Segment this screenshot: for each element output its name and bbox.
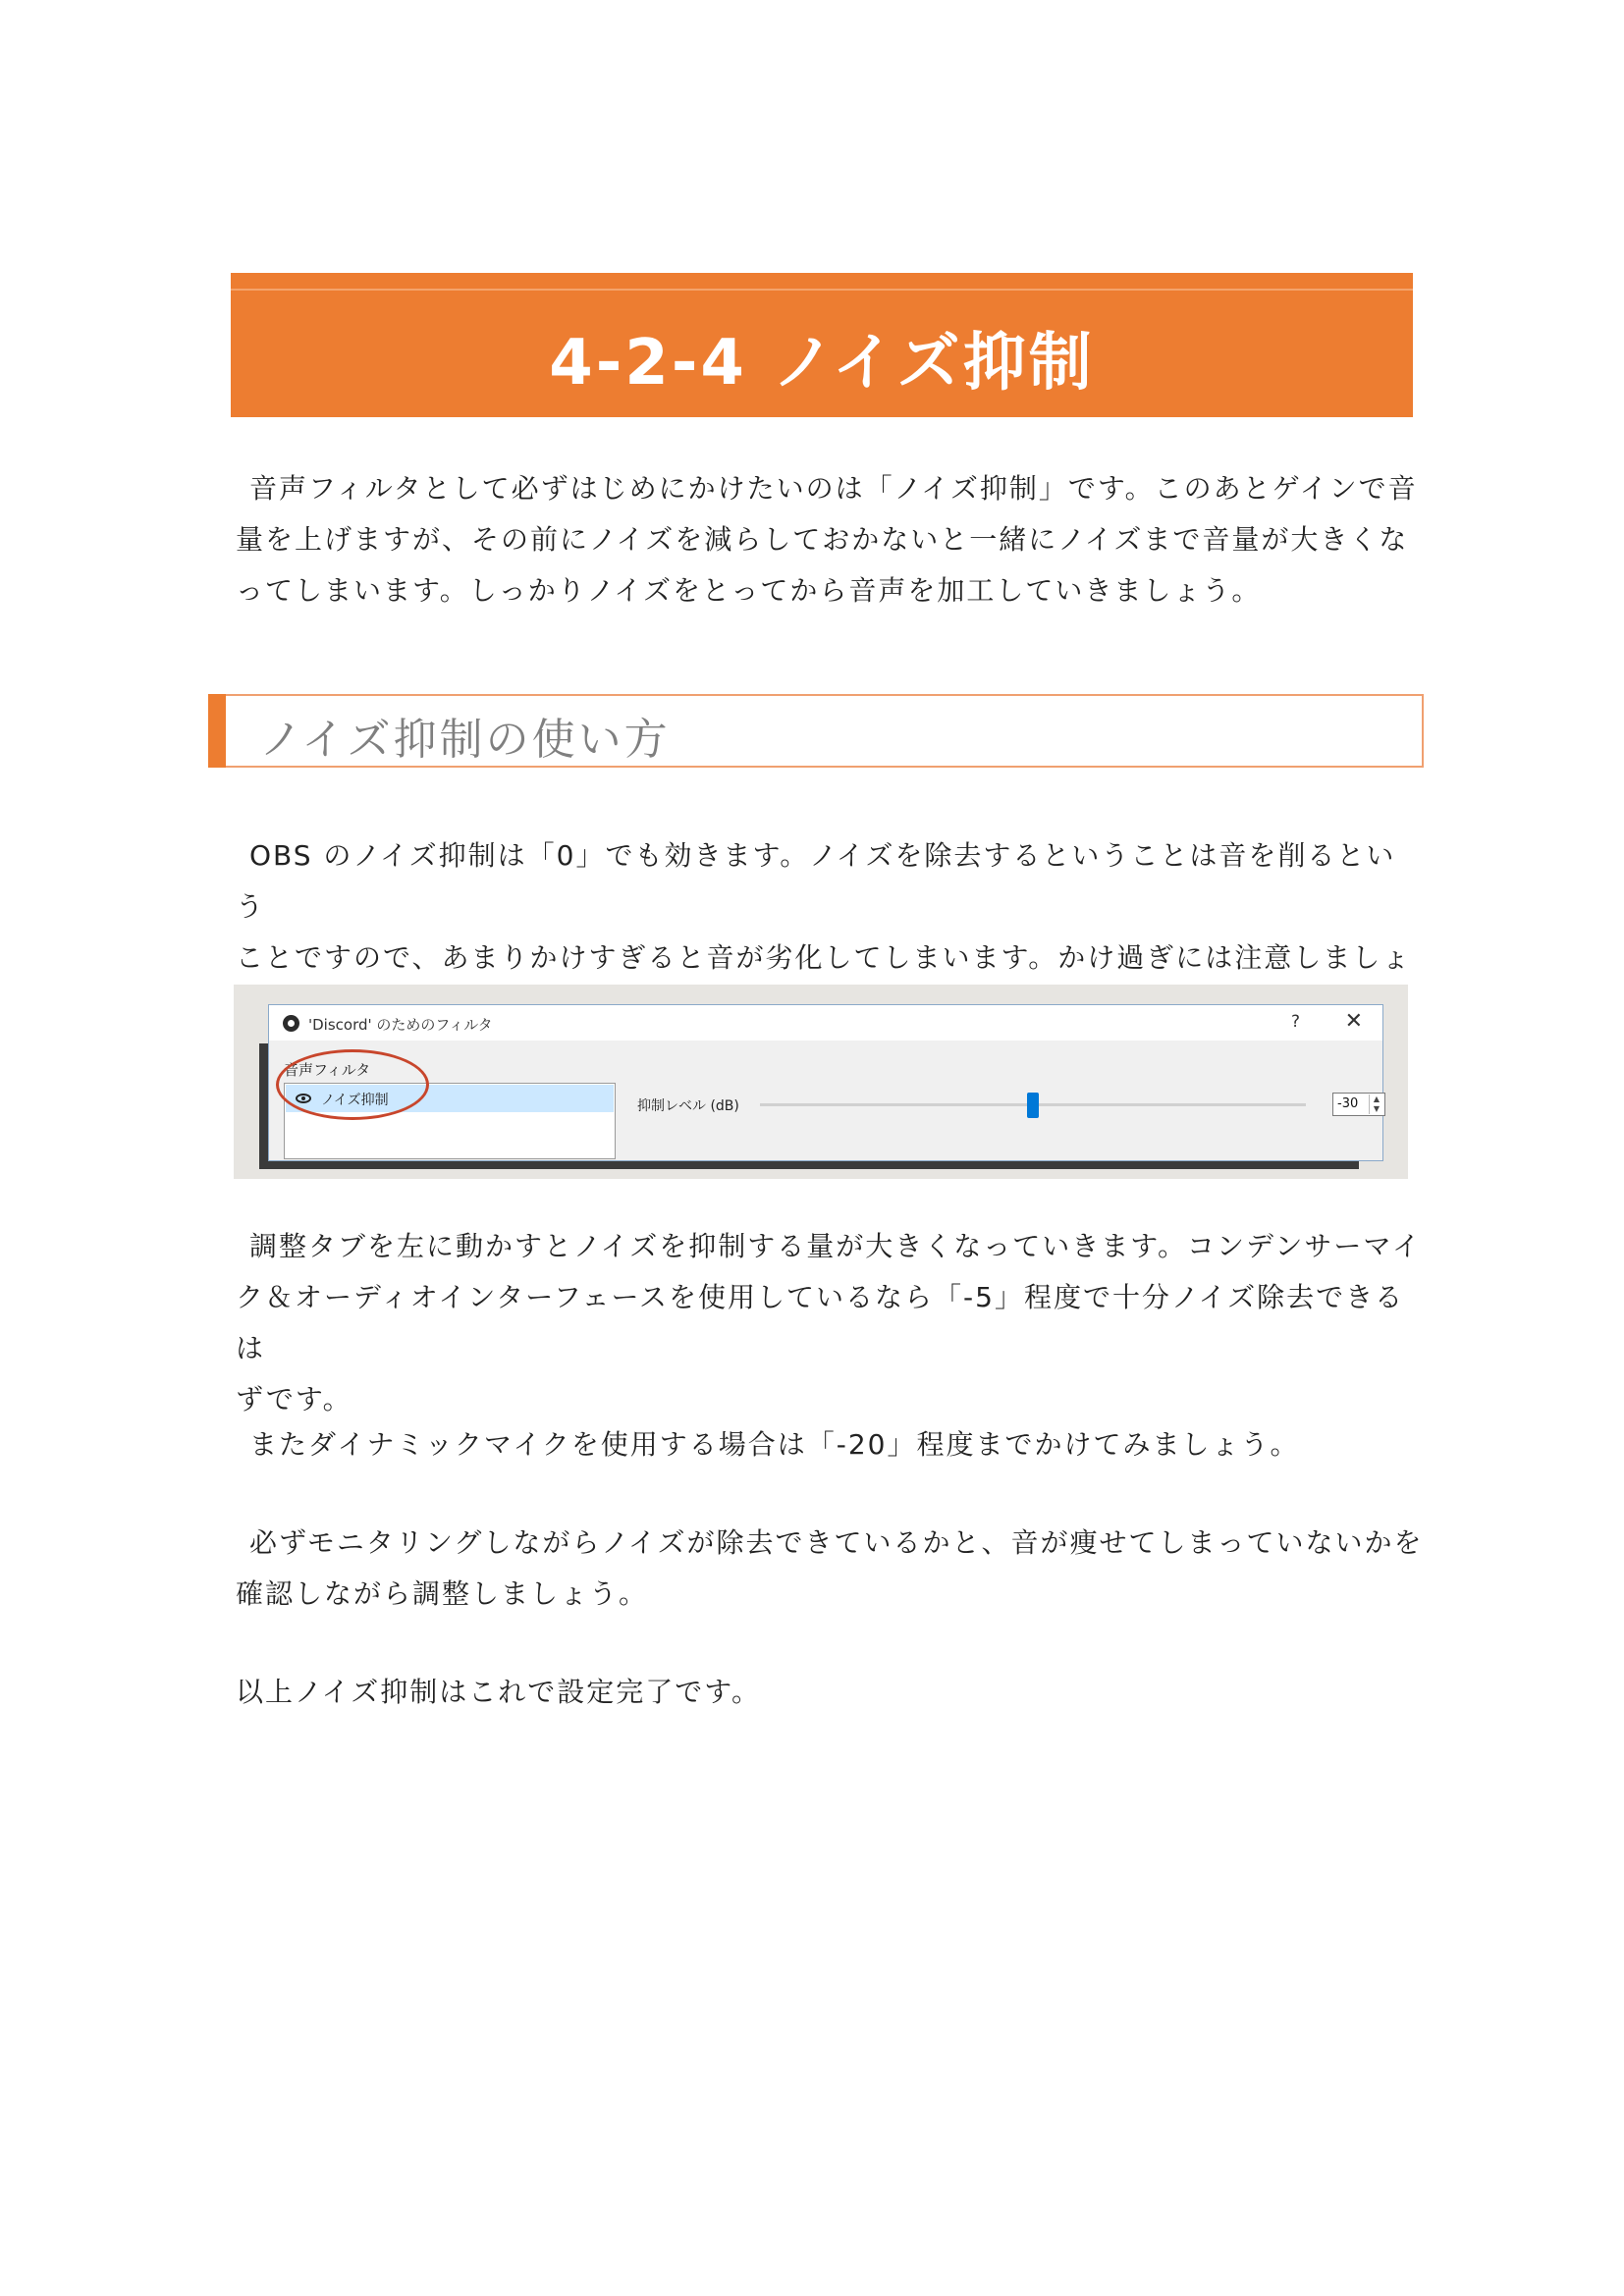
obs-logo-icon — [283, 1015, 299, 1032]
obs-line: ことですので、あまりかけすぎると音が劣化してしまいます。かけ過ぎには注意しましょ — [236, 941, 1412, 974]
spinbox-arrows-icon[interactable]: ▲ ▼ — [1369, 1095, 1383, 1114]
title-banner-rule — [231, 289, 1413, 291]
adjust-line: ク＆オーディオインターフェースを使用しているなら「-5」程度で十分ノイズ除去できるは — [236, 1281, 1405, 1364]
monitor-line: 必ずモニタリングしながらノイズが除去できているかと、音が痩せてしまっていないかを — [249, 1526, 1424, 1559]
title-banner — [231, 273, 1413, 417]
intro-paragraph — [236, 463, 1424, 616]
dialog-title: 'Discord' のためのフィルタ — [308, 1016, 493, 1034]
dynamic-mic-paragraph — [236, 1419, 1424, 1470]
page-title: 4-2-4 ノイズ抑制 — [549, 327, 1095, 400]
adjust-line: 調整タブを左に動かすとノイズを抑制する量が大きくなっていきます。コンデンサーマイ — [249, 1230, 1422, 1262]
adjust-line: ずです。 — [236, 1383, 352, 1415]
adjust-paragraph — [236, 1221, 1424, 1425]
dialog-titlebar — [269, 1005, 1382, 1041]
filter-list-item-label: ノイズ抑制 — [321, 1093, 389, 1108]
suppression-level-label: 抑制レベル (dB) — [637, 1098, 739, 1114]
filter-dialog — [268, 1004, 1383, 1161]
section-heading: ノイズ抑制の使い方 — [259, 715, 671, 765]
intro-line: ってしまいます。しっかりノイズをとってから音声を加工していきましょう。 — [236, 574, 1262, 607]
section-heading-box — [208, 694, 1424, 768]
dynamic-line: またダイナミックマイクを使用する場合は「-20」程度までかけてみましょう。 — [249, 1428, 1300, 1461]
spinbox-value: -30 — [1337, 1096, 1359, 1111]
suppression-slider-handle[interactable] — [1027, 1093, 1039, 1118]
intro-line: 量を上げますが、その前にノイズを減らしておかないと一緒にノイズまで音量が大きくな — [236, 523, 1409, 556]
conclusion-line: 以上ノイズ抑制はこれで設定完了です。 — [236, 1676, 761, 1708]
monitor-line: 確認しながら調整しましょう。 — [236, 1577, 649, 1610]
intro-line: 音声フィルタとして必ずはじめにかけたいのは「ノイズ抑制」です。このあとゲインで音 — [249, 472, 1418, 505]
monitoring-paragraph — [236, 1518, 1424, 1620]
red-highlight-circle — [276, 1049, 429, 1120]
suppression-level-spinbox[interactable] — [1332, 1093, 1385, 1116]
obs-line: OBS のノイズ抑制は「0」でも効きます。ノイズを除去するということは音を削るという — [236, 839, 1396, 923]
close-button[interactable]: ✕ — [1344, 1009, 1363, 1034]
audio-filters-heading: 音声フィルタ — [284, 1061, 371, 1079]
obs-filter-screenshot — [234, 985, 1408, 1179]
help-button[interactable]: ? — [1290, 1012, 1300, 1032]
conclusion-paragraph — [236, 1667, 1424, 1718]
section-heading-accent — [208, 694, 226, 768]
